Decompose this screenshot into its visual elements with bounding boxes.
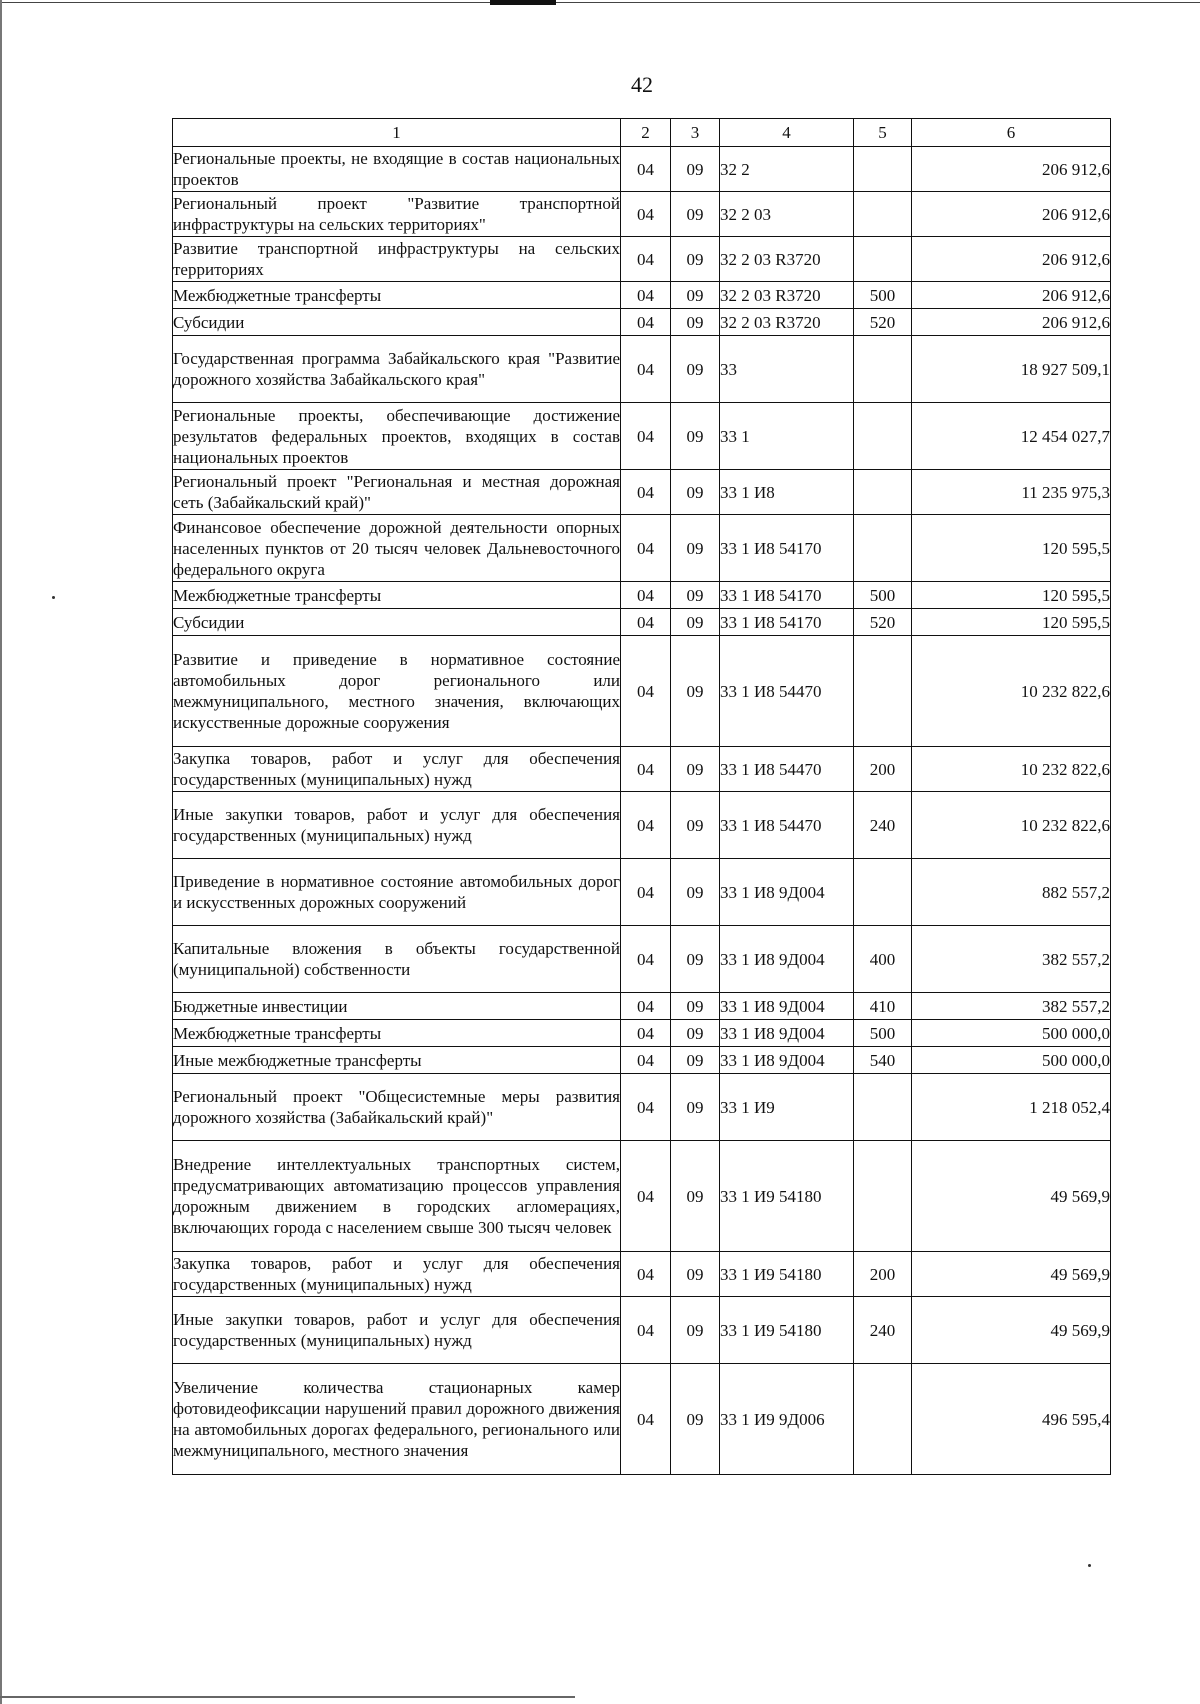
row-expense-type-cell: 520: [854, 609, 912, 636]
table-row: [173, 859, 1111, 926]
table-row: [173, 1252, 1111, 1297]
row-expense-type-cell: [854, 147, 912, 192]
row-subsection-cell: 09: [671, 747, 720, 792]
row-amount-cell: 206 912,6: [912, 237, 1111, 282]
row-section-cell: 04: [621, 515, 671, 582]
row-name-cell: Закупка товаров, работ и услуг для обеспечения государственных (муниципальных) нужд: [173, 747, 621, 792]
header-cell: 4: [720, 119, 854, 147]
row-section-cell: 04: [621, 1020, 671, 1047]
row-target-cell: 33 1 И8 9Д004: [720, 926, 854, 993]
row-subsection-cell: 09: [671, 309, 720, 336]
row-name-cell: Региональные проекты, не входящие в состав национальных проектов: [173, 147, 621, 192]
row-name-cell: Иные межбюджетные трансферты: [173, 1047, 621, 1074]
row-amount-cell: 206 912,6: [912, 147, 1111, 192]
row-section-cell: 04: [621, 792, 671, 859]
row-target-cell: 33 1 И8 9Д004: [720, 993, 854, 1020]
row-expense-type-cell: [854, 1364, 912, 1475]
table-row: [173, 309, 1111, 336]
row-target-cell: 33 1 И8: [720, 470, 854, 515]
row-section-cell: 04: [621, 1047, 671, 1074]
row-section-cell: 04: [621, 747, 671, 792]
row-subsection-cell: 09: [671, 792, 720, 859]
row-amount-cell: 382 557,2: [912, 993, 1111, 1020]
row-expense-type-cell: 200: [854, 1252, 912, 1297]
row-target-cell: 33 1 И8 54170: [720, 515, 854, 582]
row-amount-cell: 1 218 052,4: [912, 1074, 1111, 1141]
row-subsection-cell: 09: [671, 403, 720, 470]
table-row: [173, 1074, 1111, 1141]
row-expense-type-cell: 500: [854, 582, 912, 609]
row-name-cell: Субсидии: [173, 609, 621, 636]
row-name-cell: Закупка товаров, работ и услуг для обеспечения государственных (муниципальных) нужд: [173, 1252, 621, 1297]
table-row: [173, 1047, 1111, 1074]
row-name-cell: Внедрение интеллектуальных транспортных систем, предусматривающих автоматизацию процессов управления дорожным движением в городских агломерациях, включающих города с населением свыше 300 тысяч человек: [173, 1141, 621, 1252]
row-amount-cell: 496 595,4: [912, 1364, 1111, 1475]
scan-top-edge: [0, 0, 1200, 6]
row-expense-type-cell: [854, 1141, 912, 1252]
table-row: [173, 636, 1111, 747]
row-name-cell: Развитие и приведение в нормативное состояние автомобильных дорог регионального или межмуниципального, местного значения, включающих искусственные дорожные сооружения: [173, 636, 621, 747]
header-cell: 1: [173, 119, 621, 147]
scan-speck: [1088, 1564, 1091, 1567]
header-cell: 3: [671, 119, 720, 147]
row-name-cell: Капитальные вложения в объекты государственной (муниципальной) собственности: [173, 926, 621, 993]
row-name-cell: Региональный проект "Общесистемные меры развития дорожного хозяйства (Забайкальский край)": [173, 1074, 621, 1141]
row-subsection-cell: 09: [671, 1297, 720, 1364]
table-header-row: [173, 119, 1111, 147]
row-amount-cell: 882 557,2: [912, 859, 1111, 926]
table-row: [173, 403, 1111, 470]
table-row: [173, 1141, 1111, 1252]
row-expense-type-cell: [854, 336, 912, 403]
row-amount-cell: 49 569,9: [912, 1297, 1111, 1364]
row-section-cell: 04: [621, 1252, 671, 1297]
row-section-cell: 04: [621, 859, 671, 926]
row-target-cell: 33 1 И8 54470: [720, 636, 854, 747]
row-subsection-cell: 09: [671, 1252, 720, 1297]
row-amount-cell: 10 232 822,6: [912, 792, 1111, 859]
header-cell: 5: [854, 119, 912, 147]
row-subsection-cell: 09: [671, 470, 720, 515]
row-target-cell: 32 2 03 R3720: [720, 237, 854, 282]
row-name-cell: Иные закупки товаров, работ и услуг для обеспечения государственных (муниципальных) нужд: [173, 1297, 621, 1364]
row-target-cell: 33 1 И8 9Д004: [720, 1047, 854, 1074]
row-section-cell: 04: [621, 1074, 671, 1141]
row-section-cell: 04: [621, 582, 671, 609]
row-expense-type-cell: 200: [854, 747, 912, 792]
row-target-cell: 33 1 И9 54180: [720, 1252, 854, 1297]
row-target-cell: 33 1 И8 54470: [720, 747, 854, 792]
row-expense-type-cell: [854, 859, 912, 926]
row-subsection-cell: 09: [671, 926, 720, 993]
row-expense-type-cell: 410: [854, 993, 912, 1020]
row-expense-type-cell: [854, 237, 912, 282]
row-section-cell: 04: [621, 1364, 671, 1475]
row-section-cell: 04: [621, 403, 671, 470]
scan-top-line: [0, 2, 1200, 3]
table-body: [173, 147, 1111, 1475]
page-number: 42: [631, 72, 653, 97]
row-section-cell: 04: [621, 192, 671, 237]
row-amount-cell: 206 912,6: [912, 282, 1111, 309]
row-amount-cell: 206 912,6: [912, 309, 1111, 336]
row-name-cell: Финансовое обеспечение дорожной деятельности опорных населенных пунктов от 20 тысяч человек Дальневосточного федерального округа: [173, 515, 621, 582]
row-name-cell: Межбюджетные трансферты: [173, 582, 621, 609]
row-subsection-cell: 09: [671, 237, 720, 282]
row-name-cell: Региональный проект "Региональная и местная дорожная сеть (Забайкальский край)": [173, 470, 621, 515]
row-name-cell: Межбюджетные трансферты: [173, 1020, 621, 1047]
row-amount-cell: 500 000,0: [912, 1047, 1111, 1074]
row-expense-type-cell: 500: [854, 282, 912, 309]
row-amount-cell: 382 557,2: [912, 926, 1111, 993]
row-name-cell: Региональный проект "Развитие транспортной инфраструктуры на сельских территориях": [173, 192, 621, 237]
row-subsection-cell: 09: [671, 1364, 720, 1475]
row-target-cell: 33 1 И9 54180: [720, 1141, 854, 1252]
row-expense-type-cell: [854, 515, 912, 582]
row-name-cell: Региональные проекты, обеспечивающие достижение результатов федеральных проектов, входящих в состав национальных проектов: [173, 403, 621, 470]
row-target-cell: 33 1 И8 9Д004: [720, 859, 854, 926]
row-name-cell: Приведение в нормативное состояние автомобильных дорог и искусственных дорожных сооружений: [173, 859, 621, 926]
row-amount-cell: 49 569,9: [912, 1252, 1111, 1297]
row-subsection-cell: 09: [671, 993, 720, 1020]
row-amount-cell: 18 927 509,1: [912, 336, 1111, 403]
row-section-cell: 04: [621, 993, 671, 1020]
table-row: [173, 336, 1111, 403]
row-expense-type-cell: [854, 403, 912, 470]
row-expense-type-cell: 500: [854, 1020, 912, 1047]
row-section-cell: 04: [621, 609, 671, 636]
table-row: [173, 609, 1111, 636]
table-row: [173, 926, 1111, 993]
row-amount-cell: 120 595,5: [912, 515, 1111, 582]
row-expense-type-cell: 400: [854, 926, 912, 993]
scan-left-edge: [0, 0, 2, 1704]
row-target-cell: 33 1: [720, 403, 854, 470]
budget-table: [172, 118, 1111, 1475]
scan-top-mark: [490, 0, 556, 5]
row-amount-cell: 10 232 822,6: [912, 636, 1111, 747]
row-name-cell: Иные закупки товаров, работ и услуг для обеспечения государственных (муниципальных) нужд: [173, 792, 621, 859]
row-expense-type-cell: [854, 636, 912, 747]
row-subsection-cell: 09: [671, 1074, 720, 1141]
row-section-cell: 04: [621, 336, 671, 403]
table-row: [173, 147, 1111, 192]
table-row: [173, 470, 1111, 515]
row-target-cell: 33 1 И9: [720, 1074, 854, 1141]
row-name-cell: Государственная программа Забайкальского края "Развитие дорожного хозяйства Забайкальского края": [173, 336, 621, 403]
row-expense-type-cell: 540: [854, 1047, 912, 1074]
row-section-cell: 04: [621, 1141, 671, 1252]
header-cell: 2: [621, 119, 671, 147]
row-amount-cell: 120 595,5: [912, 582, 1111, 609]
row-subsection-cell: 09: [671, 515, 720, 582]
row-name-cell: Бюджетные инвестиции: [173, 993, 621, 1020]
row-name-cell: Межбюджетные трансферты: [173, 282, 621, 309]
row-name-cell: Субсидии: [173, 309, 621, 336]
row-target-cell: 33 1 И8 54170: [720, 609, 854, 636]
row-name-cell: Увеличение количества стационарных камер фотовидеофиксации нарушений правил дорожного движения на автомобильных дорогах федерального, регионального или межмуниципального, местного значения: [173, 1364, 621, 1475]
table-row: [173, 237, 1111, 282]
row-amount-cell: 120 595,5: [912, 609, 1111, 636]
row-amount-cell: 206 912,6: [912, 192, 1111, 237]
row-section-cell: 04: [621, 636, 671, 747]
row-target-cell: 33: [720, 336, 854, 403]
table-row: [173, 792, 1111, 859]
row-expense-type-cell: [854, 470, 912, 515]
table-row: [173, 1020, 1111, 1047]
row-target-cell: 33 1 И8 9Д004: [720, 1020, 854, 1047]
table-row: [173, 515, 1111, 582]
row-amount-cell: 500 000,0: [912, 1020, 1111, 1047]
table-row: [173, 1364, 1111, 1475]
row-target-cell: 33 1 И8 54170: [720, 582, 854, 609]
row-target-cell: 32 2 03 R3720: [720, 309, 854, 336]
row-section-cell: 04: [621, 237, 671, 282]
row-target-cell: 33 1 И9 9Д006: [720, 1364, 854, 1475]
row-expense-type-cell: [854, 192, 912, 237]
row-expense-type-cell: 520: [854, 309, 912, 336]
row-subsection-cell: 09: [671, 336, 720, 403]
row-section-cell: 04: [621, 470, 671, 515]
row-target-cell: 32 2 03 R3720: [720, 282, 854, 309]
row-section-cell: 04: [621, 147, 671, 192]
row-subsection-cell: 09: [671, 859, 720, 926]
row-subsection-cell: 09: [671, 192, 720, 237]
row-subsection-cell: 09: [671, 582, 720, 609]
scan-speck: [52, 596, 55, 599]
row-amount-cell: 12 454 027,7: [912, 403, 1111, 470]
scan-bottom-line: [0, 1696, 575, 1698]
row-target-cell: 33 1 И9 54180: [720, 1297, 854, 1364]
table-row: [173, 582, 1111, 609]
table-row: [173, 747, 1111, 792]
row-subsection-cell: 09: [671, 1141, 720, 1252]
row-amount-cell: 10 232 822,6: [912, 747, 1111, 792]
row-subsection-cell: 09: [671, 1047, 720, 1074]
row-subsection-cell: 09: [671, 1020, 720, 1047]
row-target-cell: 33 1 И8 54470: [720, 792, 854, 859]
row-expense-type-cell: 240: [854, 792, 912, 859]
table-row: [173, 993, 1111, 1020]
row-subsection-cell: 09: [671, 147, 720, 192]
table-row: [173, 192, 1111, 237]
row-section-cell: 04: [621, 1297, 671, 1364]
row-section-cell: 04: [621, 282, 671, 309]
row-amount-cell: 11 235 975,3: [912, 470, 1111, 515]
row-section-cell: 04: [621, 309, 671, 336]
row-target-cell: 32 2: [720, 147, 854, 192]
row-amount-cell: 49 569,9: [912, 1141, 1111, 1252]
table-row: [173, 282, 1111, 309]
row-section-cell: 04: [621, 926, 671, 993]
row-subsection-cell: 09: [671, 282, 720, 309]
row-subsection-cell: 09: [671, 609, 720, 636]
row-name-cell: Развитие транспортной инфраструктуры на сельских территориях: [173, 237, 621, 282]
table-row: [173, 1297, 1111, 1364]
row-expense-type-cell: [854, 1074, 912, 1141]
header-cell: 6: [912, 119, 1111, 147]
row-target-cell: 32 2 03: [720, 192, 854, 237]
row-expense-type-cell: 240: [854, 1297, 912, 1364]
row-subsection-cell: 09: [671, 636, 720, 747]
